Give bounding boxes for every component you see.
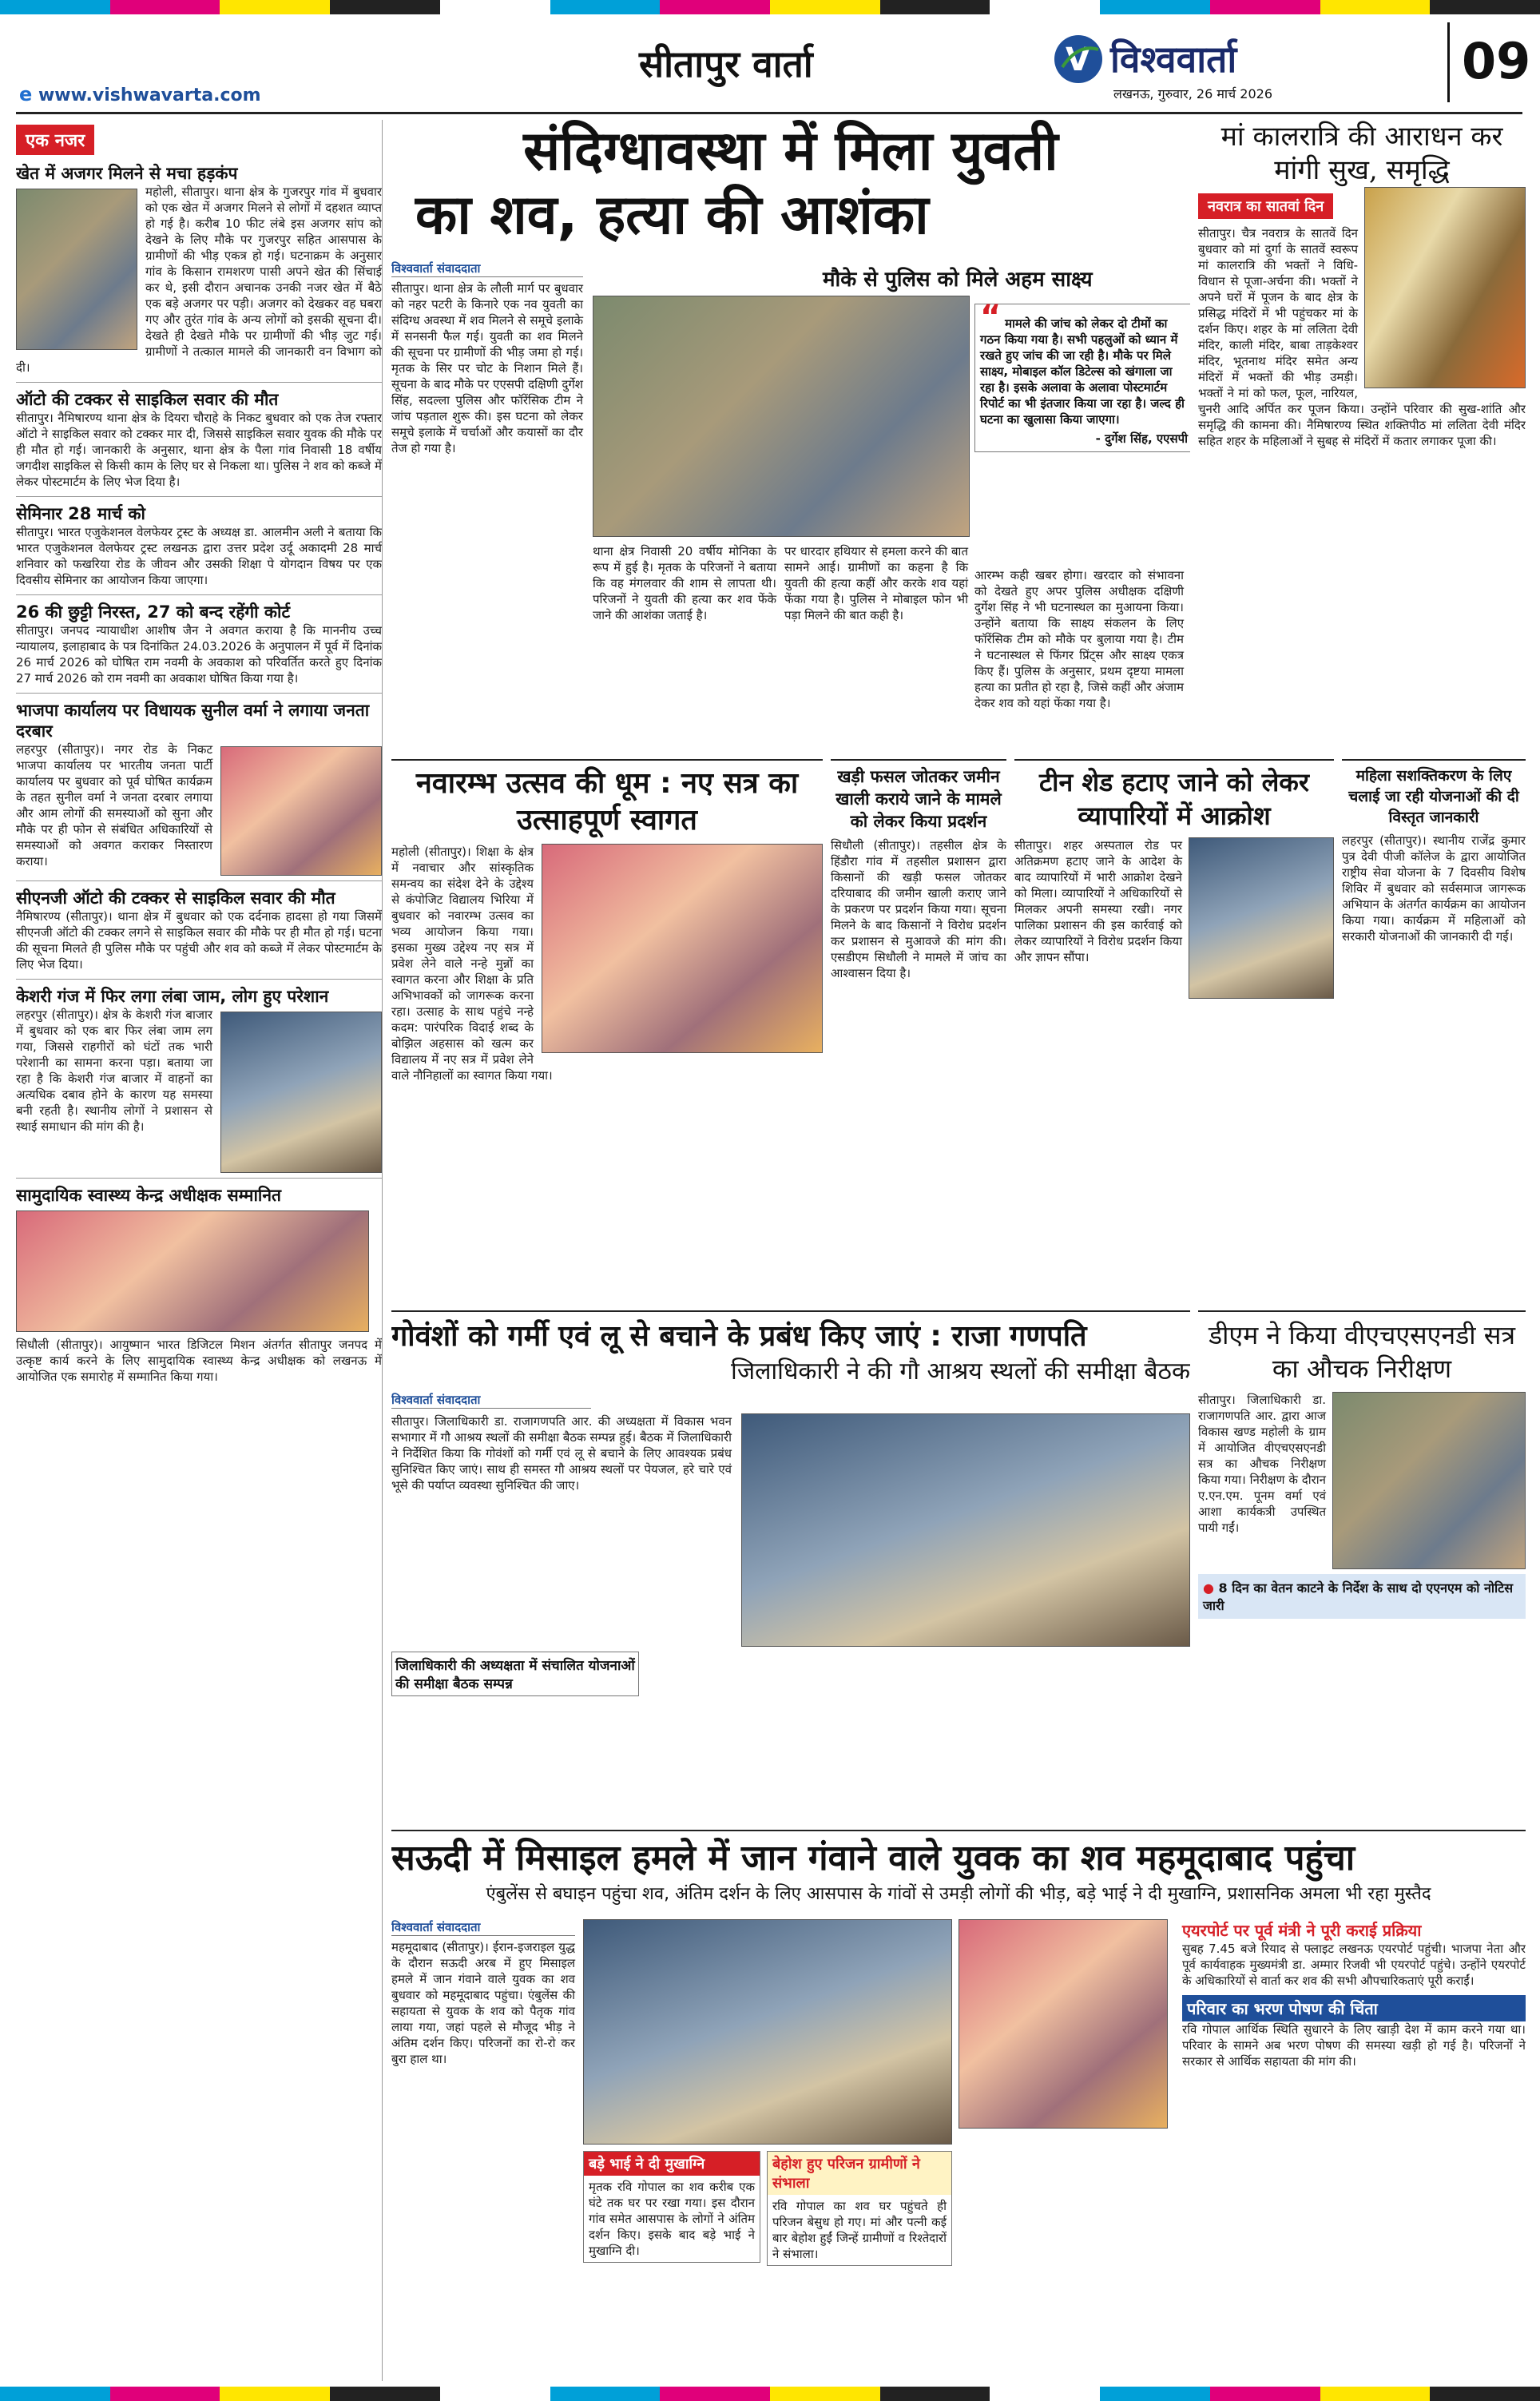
lead-headline-line1: संदिग्धावस्था में मिला युवती: [523, 120, 1058, 183]
svg-text:V: V: [1066, 42, 1090, 78]
funeral-crowd-photo: [583, 1919, 952, 2145]
cow-headline: गोवंशों को गर्मी एवं लू से बचाने के प्रबंध किए जाएं : राजा गणपति: [391, 1320, 1087, 1353]
traffic-jam-photo: [220, 1012, 382, 1173]
sidebar-story: केशरी गंज में फिर लगा लंबा जाम, लोग हुए परेशान लहरपुर (सीतापुर)। क्षेत्र के केशरी गंज बाजार में बुधवार को एक बार फिर लंबा जाम लग गया, जिससे राहगीरों को घंटों तक भारी परेशानी का सामना करना पड़ा। बताया जा रहा है कि केशरी गंज बाजार में वाहनों का अत्यधिक दबाव होने के कारण यह समस्या बनी रहती है। स्थानीय लोगों ने प्रशासन से स्थाई समाधान की मांग की है।: [16, 986, 382, 1135]
sidebar-story: ऑटो की टक्कर से साइकिल सवार की मौत सीतापुर। नैमिषारण्य थाना क्षेत्र के दियरा चौराहे के निकट बुधवार को एक तेज रफ्तार ऑटो ने साइकिल सवार को टक्कर मार दी, जिससे साइकिल सवार युवक की मौके पर ही मौत हो गई। जानकारी के अनुसार, थाना क्षेत्र के पैला गांव निवासी 18 वर्षीय जगदीश साइकिल से किसी काम के लिए घर से निकला था। पुलिस ने शव को कब्जे में लेकर पोस्टमार्टम के लिए भेज दिया है।: [16, 390, 382, 489]
women-story: [1342, 759, 1526, 1304]
feature-tag: नवरात्र का सातवां दिन: [1198, 193, 1333, 219]
review-meeting-photo: [741, 1413, 1190, 1647]
lead-subhead: मौके से पुलिस को मिले अहम साक्ष्य: [823, 268, 1093, 292]
brand-name: विश्ववार्ता: [1110, 38, 1237, 81]
women-headline: महिला सशक्तिकरण के लिए चलाई जा रही योजनाओं की दी विस्तृत जानकारी: [1348, 767, 1519, 826]
lead-body-col3: पर धारदार हथियार से हमला करने की बात सामने आई। ग्रामीणों का कहना है कि युवती की हत्या कहीं और करके शव यहां फेंका गया है। पुलिस ने मोबाइल फोन भी पड़ा मिलने की बात कही है।: [784, 544, 968, 622]
registration-bar-top: [0, 0, 1540, 14]
janata-darbar-photo: [220, 746, 382, 876]
dm-story: [1198, 1310, 1526, 1823]
right-feature: [1198, 120, 1526, 751]
masthead-divider: [1447, 22, 1450, 102]
mourners-photo: [959, 1919, 1168, 2129]
sidebar-ek-nazar: [16, 120, 383, 2381]
browser-icon: e: [19, 83, 33, 105]
farm-headline: खड़ी फसल जोतकर जमीन खाली कराये जाने के मामले को लेकर किया प्रदर्शन: [835, 767, 1002, 831]
quote-box: “ मामले की जांच को लेकर दो टीमों का गठन किया गया है। सभी पहलुओं को ध्यान में रखते हुए जांच की जा रही है। मौके पर मिले साक्ष्य, मोबाइल कॉल डिटेल्स को खंगाला जा रहा है। इसके अलावा के अलावा पोस्टमार्टम रिपोर्ट का भी इंतजार किया जा रहा है। जल्द ही घटना का खुलासा किया जाएगा। - दुर्गेश सिंह, एएसपी: [974, 304, 1190, 452]
feature-headline: मां कालरात्रि की आराधन कर मांगी सुख, समृद्धि: [1220, 121, 1503, 186]
sidebar-story: सामुदायिक स्वास्थ्य केन्द्र अधीक्षक सम्मानित सिधौली (सीतापुर)। आयुष्मान भारत डिजिटल मिशन अंतर्गत सीतापुर जनपद में उत्कृष्ट कार्य करने के लिए सामुदायिक स्वास्थ्य केन्द्र अधीक्षक को लखनऊ में आयोजित एक समारोह में सम्मानित किया गया।: [16, 1186, 382, 1384]
dm-body: सीतापुर। जिलाधिकारी डा. राजागणपति आर. द्वारा आज विकास खण्ड महोली के ग्राम में आयोजित वीएचएसएनडी सत्र का औचक निरीक्षण किया गया। निरीक्षण के दौरान ए.एन.एम. पूनम वर्मा एवं आशा कार्यकत्री उपस्थित पायी गईं।: [1198, 1393, 1326, 1535]
cow-subhead: जिलाधिकारी ने की गौ आश्रय स्थलों की समीक्षा बैठक: [731, 1358, 1190, 1385]
feature-body: सीतापुर। चैत्र नवरात्र के सातवें दिन बुधवार को मां दुर्गा के सातवें स्वरूप मां कालरात्रि की भक्तों ने विधि-विधान से पूजा-अर्चना की। भक्तों ने अपने घरों में पूजन के बाद क्षेत्र के प्रसिद्ध मंदिरों में भी पहुंचकर मां के दर्शन किए। शहर के मां ललिता देवी मंदिर, काली मंदिर, बाबा ताड़केश्वर मंदिर, भूतनाथ मंदिर समेत अन्य मंदिरों में भक्तों की भीड़ उमड़ी। भक्तों ने मां को फल, फूल, नारियल, चुनरी आदि अर्पित कर पूजन किया। उन्होंने परिवार की सुख-शांति और समृद्धि की कामना की। नैमिषारण्य स्थित शक्तिपीठ मां ललिता देवी मंदिर सहित शहर के महिलाओं ने सुबह से मंदिरों में कतार लगाकर पूजा की।: [1198, 226, 1526, 448]
cow-inset-title: जिलाधिकारी की अध्यक्षता में संचालित योजनाओं की समीक्षा बैठक सम्पन्न: [391, 1652, 639, 1696]
lead-crime-scene-photo: [593, 296, 970, 537]
saudi-subhead: एंबुलेंस से बघाइन पहुंचा शव, अंतिम दर्शन के लिए आसपास के गांवों से उमड़ी लोगों की भीड़, बड़े भाई ने दी मुखाग्नि, प्रशासनिक अमला भी रहा मुस्तैद: [486, 1884, 1431, 1904]
dm-caption: ● 8 दिन का वेतन काटने के निर्देश के साथ दो एएनएम को नोटिस जारी: [1198, 1574, 1526, 1619]
inspection-photo: [1332, 1392, 1526, 1569]
dm-headline: डीएम ने किया वीएचएसएनडी सत्र का औचक निरीक्षण: [1209, 1320, 1515, 1384]
traders-story: [1014, 759, 1334, 1304]
date-line: लखनऊ, गुरुवार, 26 मार्च 2026: [1113, 86, 1273, 101]
navarambh-story: [391, 759, 823, 1304]
sidebar-header: एक नजर: [16, 125, 94, 155]
byline: विश्ववार्ता संवाददाता: [391, 1392, 591, 1409]
page-number: 09: [1462, 32, 1531, 90]
registration-bar-bottom: [0, 2387, 1540, 2401]
traders-body: सीतापुर। शहर अस्पताल रोड पर अतिक्रमण हटाए जाने के आदेश के बाद व्यापारियों में भारी आक्रोश देखने को मिला। व्यापारियों ने अधिकारियों से मिलकर अपनी समस्या रखी। नगर पालिका प्रशासन की इस कार्रवाई को लेकर व्यापारियों ने विरोध प्रदर्शन किया और ज्ञापन सौंपा।: [1014, 838, 1182, 964]
brand-logo-icon: [1054, 35, 1102, 83]
saudi-sidebar: एयरपोर्ट पर पूर्व मंत्री ने पूरी कराई प्रक्रिया सुबह 7.45 बजे रियाद से फ्लाइट लखनऊ एयरपोर्ट पहुंची। भाजपा नेता और पूर्व कार्यवाहक मुख्यमंत्री डा. अम्मार रिजवी भी एयरपोर्ट पहुंचे। उन्होंने एयरपोर्ट के अधिकारियों से वार्ता कर शव की सभी औपचारिकताएं पूरी कराईं। परिवार का भरण पोषण की चिंता रवि गोपाल आर्थिक स्थिति सुधारने के लिए खाड़ी देश में काम करने गया था। परिवार के सामने अब भरण पोषण की समस्या खड़ी हो गई है। परिजनों ने सरकार से आर्थिक सहायता की मांग की।: [1182, 1921, 1526, 2069]
lead-body-col1: सीतापुर। थाना क्षेत्र के लौली मार्ग पर बुधवार को नहर पटरी के किनारे एक नव युवती का संदिग्ध अवस्था में शव मिलने से समूचे इलाके में सनसनी फैल गई। युवती का शव मिलने की सूचना पर ग्रामीणों की भीड़ जमा हो गई। मृतक के सिर पर चोट के निशान मिले हैं। सूचना के बाद मौके पर एएसपी दक्षिणी दुर्गेश सिंह, सदल्ला पुलिस और फॉरेंसिक टीम ने जांच पड़ताल शुरू की। इस घटना को लेकर समूचे इलाके में चर्चाओं और कयासों का दौर तेज हो गया है।: [391, 281, 583, 455]
lead-story: [391, 120, 1190, 791]
sidebar-story: खेत में अजगर मिलने से मचा हड़कंप महोली, सीतापुर। थाना क्षेत्र के गुजरपुर गांव में बुधवार को एक खेत में अजगर मिलने से लोगों में दहशत व्याप्त हो गई है। करीब 10 फीट लंबे इस अजगर सांप को देखने के लिए मौके पर गुजरपुर सहित आसपास के ग्रामीणों की भीड़ एकत्र हो गई। घटनाक्रम के अनुसार गांव के किसान रामशरण पासी अपने खेत की सिंचाई कर थे, इसी दौरान अचानक उनकी नजर खेत में बैठे एक बड़े अजगर पर पड़ी। अजगर को देखकर वह घबरा गए और तुरंत गांव के अन्य लोगों को इसकी सूचना दी। देखते ही देखते मौके पर ग्रामीणों की भीड़ जुट गई। ग्रामीणों ने तत्काल मामले की जानकारी वन विभाग को दी।: [16, 164, 382, 375]
byline: विश्ववार्ता संवाददाता: [391, 1919, 575, 1936]
saudi-story: [391, 1830, 1526, 2383]
website-link[interactable]: e www.vishwavarta.com: [19, 83, 261, 105]
lead-body-col2: थाना क्षेत्र निवासी 20 वर्षीय मोनिका के रूप में हुई है। मृतक के परिजनों ने बताया कि वह मंगलवार की शाम से लापता थी। परिजनों ने युवती की हत्या कर शव फेंके जाने की आशंका जताई है।: [593, 544, 776, 622]
honour-ceremony-photo: [16, 1210, 369, 1332]
women-body: लहरपुर (सीतापुर)। स्थानीय राजेंद्र कुमार पुत्र देवी पीजी कॉलेज के द्वारा आयोजित राष्ट्रीय सेवा योजना के 7 दिवसीय विशेष शिविर में बुधवार को सर्वसमाज जागरूक अभियान के अंतर्गत कार्यक्रम का आयोजन किया गया। कार्यक्रम में महिलाओं को सरकारी योजनाओं की जानकारी दी गई।: [1342, 833, 1526, 944]
goddess-photo: [1364, 187, 1526, 388]
masthead: [639, 22, 1540, 102]
school-event-photo: [542, 844, 823, 1053]
section-title: सीतापुर वार्ता: [639, 42, 813, 85]
sidebar-story: भाजपा कार्यालय पर विधायक सुनील वर्मा ने लगाया जनता दरबार लहरपुर (सीतापुर)। नगर रोड के निकट भाजपा कार्यालय पर भारतीय जनता पार्टी कार्यालय पर बुधवार को पूर्व घोषित कार्यक्रम के तहत सुनील वर्मा ने जनता दरबार लगाया और आम लोगों की समस्याओं को सुना और मौके पर ही फोन से संबंधित अधिकारियों से समस्याओं को अवगत कराकर निस्तारण कराया।: [16, 700, 382, 869]
sidebar-story: सीएनजी ऑटो की टक्कर से साइकिल सवार की मौत नैमिषारण्य (सीतापुर)। थाना क्षेत्र में बुधवार को एक दर्दनाक हादसा हो गया जिसमें सीएनजी ऑटो की टक्कर लगने से साइकिल सवार की मौके पर ही मौत हो गई। घटना की सूचना मिलते ही पुलिस मौके पर पहुंची और शव को कब्जे में लेकर पोस्टमार्टम के लिए भेज दिया।: [16, 888, 382, 972]
quote-mark-icon: “: [980, 299, 1002, 336]
box-mukhagni: बड़े भाई ने दी मुखाग्नि मृतक रवि गोपाल का शव करीब एक घंटे तक घर पर रखा गया। इस दौरान गांव समेत आसपास के लोगों ने अंतिम दर्शन किए। इसके बाद बड़े भाई ने मुखाग्नि दी।: [583, 2151, 760, 2263]
saudi-body: महमूदाबाद (सीतापुर)। ईरान-इजराइल युद्ध के दौरान सऊदी अरब में हुए मिसाइल हमले में जान गंवाने वाले युवक का शव बुधवार को महमूदाबाद पहुंचा। एंबुलेंस की सहायता से युवक के शव को पैतृक गांव लाया गया, जहां पहले से मौजूद भीड़ ने अंतिम दर्शन किए। परिजनों का रो-रो कर बुरा हाल था।: [391, 1940, 575, 2066]
bullet-icon: ●: [1203, 1580, 1214, 1596]
python-photo: [16, 189, 137, 350]
masthead-rule: [16, 112, 1522, 114]
saudi-headline: सऊदी में मिसाइल हमले में जान गंवाने वाले युवक का शव महमूदाबाद पहुंचा: [391, 1838, 1355, 1878]
lead-body-col4: आरम्भ कही खबर होगा। खरदार को संभावना को देखते हुए अपर पुलिस अधीक्षक दक्षिणी दुर्गेश सिंह ने भी घटनास्थल का मुआयना किया। उन्होंने बताया कि साक्ष्य संकलन के लिए फॉरेंसिक टीम को मौके पर बुलाया गया है। टीम ने घटनास्थल से फिंगर प्रिंट्स और साक्ष्य एकत्र किए हैं। पुलिस के अनुसार, प्रथम दृष्टया मामला हत्या का प्रतीत हो रहा है, जिसे कहीं और अंजाम देकर शव को यहां फेंका गया है।: [974, 568, 1184, 710]
farm-body: सिधौली (सीतापुर)। तहसील क्षेत्र के हिंडौरा गांव में तहसील प्रशासन द्वारा किसानों की खड़ी फसल जोतकर दरियाबाद की जमीन खाली कराए जाने के प्रकरण पर प्रदर्शन किया गया। सूचना मिलने के बाद किसानों ने विरोध प्रदर्शन कर प्रशासन से मुआवजे की मांग की। एसडीएम सिधौली ने मामले में जांच का आश्वासन दिया है।: [831, 838, 1006, 980]
box-behosh: बेहोश हुए परिजन ग्रामीणों ने संभाला रवि गोपाल का शव घर पहुंचते ही परिजन बेसुध हो गए। मां और पत्नी कई बार बेहोश हुईं जिन्हें ग्रामीणों व रिश्तेदारों ने संभाला।: [767, 2151, 952, 2266]
cow-story: [391, 1310, 1190, 1823]
traders-headline: टीन शेड हटाए जाने को लेकर व्यापारियों में आक्रोश: [1039, 767, 1309, 831]
sidebar-story: 26 की छुट्टी निरस्त, 27 को बन्द रहेंगी कोर्ट सीतापुर। जनपद न्यायाधीश आशीष जैन ने अवगत कराया है कि माननीय उच्च न्यायालय, इलाहाबाद के पत्र दिनांकित 24.03.2026 के अनुपालन में पूर्व में दिनांक 26 मार्च 2026 को घोषित राम नवमी के अवकाश को परिवर्तित करते हुए दिनांक 27 मार्च 2026 को राम नवमी का अवकाश घोषित किया गया है।: [16, 602, 382, 686]
farm-story: [831, 759, 1006, 1304]
navarambh-headline: नवारम्भ उत्सव की धूम : नए सत्र का उत्साहपूर्ण स्वागत: [415, 767, 799, 837]
sidebar-story: सेमिनार 28 मार्च को सीतापुर। भारत एजुकेशनल वेलफेयर ट्रस्ट के अध्यक्ष डा. आलमीन अली ने बताया कि भारत एजुकेशनल वेलफेयर ट्रस्ट लखनऊ द्वारा उत्तर प्रदेश उर्दू अकादमी 28 मार्च शनिवार को फखरिया रोड के जीवन और उसकी शिक्षा पे योगदान विषय पर एक दिवसीय सेमिनार का आयोजन किया जाएगा।: [16, 504, 382, 587]
traders-photo: [1189, 837, 1334, 999]
lead-headline-line2: का शव, हत्या की आशंका: [415, 184, 929, 247]
navarambh-body: महोली (सीतापुर)। शिक्षा के क्षेत्र में नवाचार और सांस्कृतिक समन्वय का संदेश देने के उद्देश्य से कंपोजिट विद्यालय भिरिया में बुधवार को नवारम्भ उत्सव का भव्य आयोजन किया गया। इसका मुख्य उद्देश्य नए सत्र में प्रवेश लेने वाले नन्हे मुन्नों का स्वागत करना और शिक्षा के प्रति अभिभावकों को जागरूक करना रहा। उत्साह के साथ पहुंचे नन्हे कदम: पारंपरिक विदाई शब्द के बोझिल अहसास को खत्म कर विद्यालय में नए सत्र में प्रवेश लेने वाले नौनिहालों का स्वागत किया गया।: [391, 845, 553, 1083]
byline: विश्ववार्ता संवाददाता: [391, 260, 583, 277]
cow-body: सीतापुर। जिलाधिकारी डा. राजागणपति आर. की अध्यक्षता में विकास भवन सभागार में गौ आश्रय स्थलों की समीक्षा बैठक सम्पन्न हुई। बैठक में जिलाधिकारी ने निर्देशित किया कि गोवंशों को गर्मी एवं लू से बचाने के लिए आवश्यक प्रबंध सुनिश्चित किए जाएं। साथ ही समस्त गौ आश्रय स्थलों पर पेयजल, हरे चारे एवं भूसे की पर्याप्त व्यवस्था सुनिश्चित की जाए।: [391, 1414, 732, 1493]
